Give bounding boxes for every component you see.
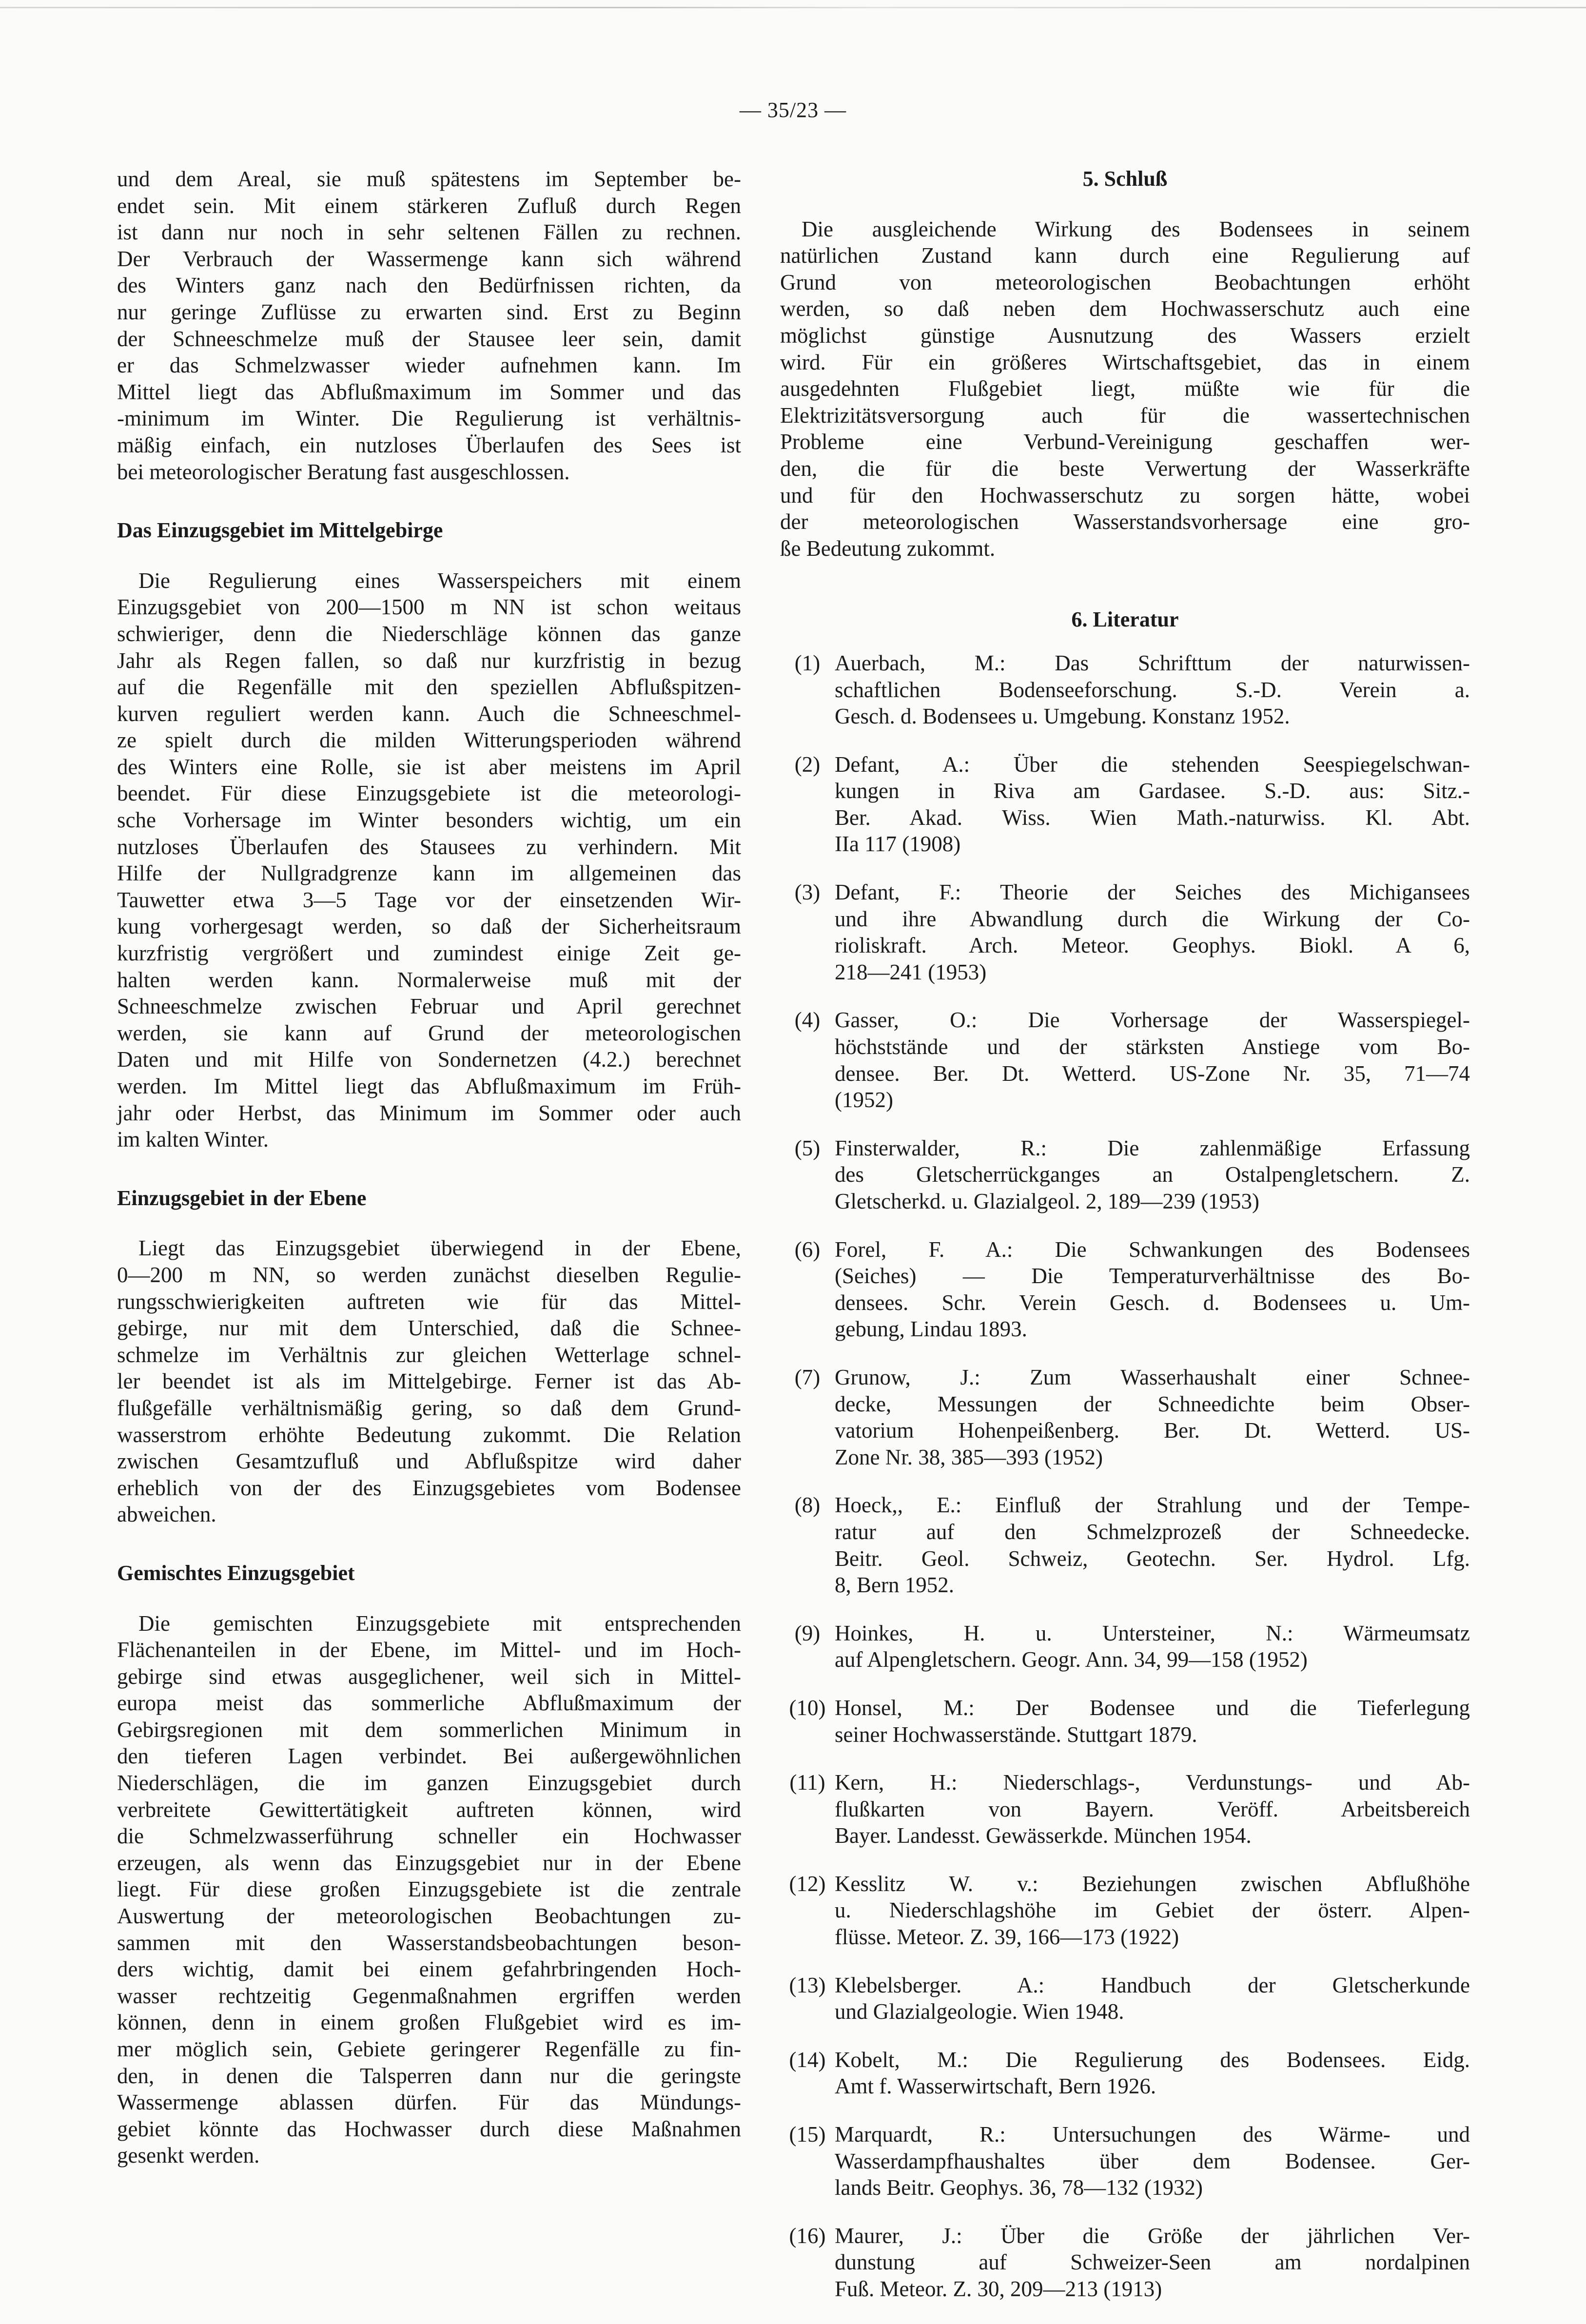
text-line: die Schmelzwasserführung schneller ein Hochwasser xyxy=(117,1824,741,1849)
text-line: Finsterwalder, R.: Die zahlenmäßige Erfassung xyxy=(835,1135,1470,1160)
text-line: flüsse. Meteor. Z. 39, 166—173 (1922) xyxy=(835,1925,1179,1950)
section-paragraph xyxy=(117,1610,741,2169)
text-line: auf die Regenfälle mit den speziellen Abflußspitzen- xyxy=(117,675,741,700)
reference-text xyxy=(835,650,1470,730)
text-line: ze spielt durch die milden Witterungsperioden während xyxy=(117,728,741,753)
text-line: Elektrizitätsversorgung auch für die wassertechnischen xyxy=(780,403,1470,428)
reference-item xyxy=(780,1871,1470,1951)
conclusion-heading: 5. Schluß xyxy=(1082,167,1168,191)
text-line: mer möglich sein, Gebiete geringerer Regenfälle zu fin- xyxy=(117,2037,741,2061)
reference-text xyxy=(835,1364,1470,1470)
text-line: ausgedehnten Flußgebiet liegt, müßte wie für die xyxy=(780,376,1470,401)
reference-number: (6) xyxy=(794,1237,821,1262)
text-line: seiner Hochwasserstände. Stuttgart 1879. xyxy=(835,1722,1197,1747)
text-line: 8, Bern 1952. xyxy=(835,1573,954,1598)
reference-list xyxy=(780,650,1470,2303)
text-line: wasser rechtzeitig Gegenmaßnahmen ergriffen werden xyxy=(117,1983,741,2008)
reference-item xyxy=(780,650,1470,730)
text-line: des Gletscherrückganges an Ostalpengletschern. Z. xyxy=(835,1162,1470,1187)
text-line: zwischen Gesamtzufluß und Abflußspitze wird daher xyxy=(117,1449,741,1474)
text-line: Gesch. d. Bodensees u. Umgebung. Konstanz 1952. xyxy=(835,704,1290,729)
reference-item xyxy=(780,1007,1470,1113)
text-line: Zone Nr. 38, 385—393 (1952) xyxy=(835,1445,1103,1469)
reference-number: (3) xyxy=(794,880,821,905)
text-line: und Glazialgeologie. Wien 1948. xyxy=(835,1999,1124,2024)
text-line: der meteorologischen Wasserstandsvorhersage eine gro- xyxy=(780,509,1470,534)
text-line: können, denn in einem großen Flußgebiet wird es im- xyxy=(117,2010,741,2035)
text-line: Honsel, M.: Der Bodensee und die Tieferlegung xyxy=(835,1695,1470,1720)
text-line: (Seiches) — Die Temperaturverhältnisse des Bo- xyxy=(835,1264,1470,1289)
text-line: Ber. Akad. Wiss. Wien Math.-naturwiss. Kl. Abt. xyxy=(835,805,1470,830)
reference-item xyxy=(780,2121,1470,2201)
text-line: nur geringe Zuflüsse zu erwarten sind. Erst zu Beginn xyxy=(117,299,741,324)
text-line: werden, so daß neben dem Hochwasserschutz auch eine xyxy=(780,296,1470,321)
text-line: lands Beitr. Geophys. 36, 78—132 (1932) xyxy=(835,2175,1203,2200)
reference-item xyxy=(780,879,1470,985)
reference-number: (1) xyxy=(794,650,821,675)
right-column xyxy=(780,166,1470,2324)
text-line: Fuß. Meteor. Z. 30, 209—213 (1913) xyxy=(835,2277,1162,2301)
text-line: werden. Im Mittel liegt das Abflußmaximum im Früh- xyxy=(117,1074,741,1098)
text-line: ders wichtig, damit bei einem gefahrbringenden Hoch- xyxy=(117,1957,741,1982)
reference-text xyxy=(835,1871,1470,1951)
text-line: gebiet könnte das Hochwasser durch diese Maßnahmen xyxy=(117,2116,741,2141)
text-line: flußkarten von Bayern. Veröff. Arbeitsbereich xyxy=(835,1797,1470,1821)
reference-number: (2) xyxy=(794,752,821,777)
text-line: jahr oder Herbst, das Minimum im Sommer oder auch xyxy=(117,1100,741,1125)
reference-item xyxy=(780,1364,1470,1470)
text-line: Einzugsgebiet von 200—1500 m NN ist schon weitaus xyxy=(117,595,741,620)
text-line: flußgefälle verhältnismäßig gering, so daß dem Grund- xyxy=(117,1395,741,1420)
text-line: Niederschlägen, die im ganzen Einzugsgebiet durch xyxy=(117,1771,741,1796)
text-line: ler beendet ist als im Mittelgebirge. Ferner ist das Ab- xyxy=(117,1369,741,1394)
text-line: gebirge sind etwas ausgeglichener, weil sich in Mittel- xyxy=(117,1664,741,1689)
reference-text xyxy=(835,2223,1470,2303)
text-line: wird. Für ein größeres Wirtschaftsgebiet, das in einem xyxy=(780,350,1470,374)
text-line: kung vorhergesagt werden, so daß der Sicherheitsraum xyxy=(117,914,741,939)
text-line: 0—200 m NN, so werden zunächst dieselben Regulie- xyxy=(117,1262,741,1287)
text-line: Liegt das Einzugsgebiet überwiegend in der Ebene, xyxy=(138,1236,741,1261)
text-line: bei meteorologischer Beratung fast ausgeschlossen. xyxy=(117,459,570,484)
reference-text xyxy=(835,1236,1470,1343)
left-sections xyxy=(117,517,741,2169)
reference-text xyxy=(835,1492,1470,1598)
text-line: höchststände und der stärksten Anstiege vom Bo- xyxy=(835,1035,1470,1059)
text-line: verbreitete Gewittertätigkeit auftreten können, wird xyxy=(117,1797,741,1822)
reference-number: (15) xyxy=(789,2122,826,2147)
text-line: und dem Areal, sie muß spätestens im September be- xyxy=(117,167,741,191)
text-line: abweichen. xyxy=(117,1502,216,1527)
text-line: densees. Schr. Verein Gesch. d. Bodensees u. Um- xyxy=(835,1290,1470,1315)
text-line: Wasserdampfhaushaltes über dem Bodensee. Ger- xyxy=(835,2148,1470,2173)
text-line: Die ausgleichende Wirkung des Bodensees in seinem xyxy=(802,216,1470,241)
section-heading: Das Einzugsgebiet im Mittelgebirge xyxy=(117,518,443,543)
text-line: Wassermenge ablassen dürfen. Für das Mündungs- xyxy=(117,2090,741,2115)
reference-text xyxy=(835,2047,1470,2100)
text-line: werden, sie kann auf Grund der meteorologischen xyxy=(117,1020,741,1045)
text-line: europa meist das sommerliche Abflußmaximum der xyxy=(117,1691,741,1716)
text-line: halten werden kann. Normalerweise muß mit der xyxy=(117,967,741,992)
text-line: Jahr als Regen fallen, so daß nur kurzfristig in bezug xyxy=(117,648,741,673)
text-line: vatorium Hohenpeißenberg. Ber. Dt. Wetterd. US- xyxy=(835,1418,1470,1443)
text-line: Forel, F. A.: Die Schwankungen des Bodensees xyxy=(835,1237,1470,1262)
reference-number: (5) xyxy=(794,1135,821,1160)
text-line: Gletscherkd. u. Glazialgeol. 2, 189—239 (1953) xyxy=(835,1189,1260,1213)
page-number: — 35/23 — xyxy=(739,98,847,122)
text-line: Defant, F.: Theorie der Seiches des Michigansees xyxy=(835,880,1470,905)
text-line: dunstung auf Schweizer-Seen am nordalpinen xyxy=(835,2250,1470,2275)
text-line: kungen in Riva am Gardasee. S.-D. aus: Sitz.- xyxy=(835,779,1470,803)
text-line: Auerbach, M.: Das Schrifttum der naturwissen- xyxy=(835,650,1470,675)
text-line: gesenkt werden. xyxy=(117,2143,260,2168)
text-line: Kern, H.: Niederschlags-, Verdunstungs- und Ab- xyxy=(835,1770,1470,1795)
text-line: densee. Ber. Dt. Wetterd. US-Zone Nr. 35, 71—74 xyxy=(835,1061,1470,1086)
text-line: den tieferen Lagen verbindet. Bei außergewöhnlichen xyxy=(117,1744,741,1769)
reference-number: (7) xyxy=(794,1365,821,1389)
text-line: kurven reguliert werden kann. Auch die Schneeschmel- xyxy=(117,701,741,726)
text-line: Grund von meteorologischen Beobachtungen erhöht xyxy=(780,270,1470,294)
reference-item xyxy=(780,1695,1470,1748)
text-line: 218—241 (1953) xyxy=(835,959,987,984)
text-line: und ihre Abwandlung durch die Wirkung der Co- xyxy=(835,906,1470,931)
text-line: erzeugen, als wenn das Einzugsgebiet nur in der Ebene xyxy=(117,1850,741,1875)
text-line: Flächenanteilen in der Ebene, im Mittel- und im Hoch- xyxy=(117,1638,741,1662)
text-line: ist dann nur noch in sehr seltenen Fällen zu rechnen. xyxy=(117,220,741,245)
text-line: schmelze im Verhältnis zur gleichen Wetterlage schnel- xyxy=(117,1342,741,1367)
reference-text xyxy=(835,1135,1470,1215)
text-line: den, in denen die Talsperren dann nur die geringste xyxy=(117,2063,741,2088)
reference-text xyxy=(835,2121,1470,2201)
text-line: rioliskraft. Arch. Meteor. Geophys. Biokl. A 6, xyxy=(835,933,1470,958)
text-line: Tauwetter etwa 3—5 Tage vor der einsetzenden Wir- xyxy=(117,887,741,912)
reference-item xyxy=(780,1769,1470,1849)
text-line: endet sein. Mit einem stärkeren Zufluß durch Regen xyxy=(117,193,741,218)
reference-text xyxy=(835,1007,1470,1113)
text-line: -minimum im Winter. Die Regulierung ist verhältnis- xyxy=(117,406,741,431)
left-column xyxy=(117,166,741,2169)
text-line: Defant, A.: Über die stehenden Seespiegelschwan- xyxy=(835,752,1470,777)
reference-item xyxy=(780,1135,1470,1215)
reference-text xyxy=(835,1972,1470,2025)
text-line: mäßig einfach, ein nutzloses Überlaufen des Sees ist xyxy=(117,432,741,457)
text-line: Kobelt, M.: Die Regulierung des Bodensees. Eidg. xyxy=(835,2047,1470,2072)
text-line: er das Schmelzwasser wieder aufnehmen kann. Im xyxy=(117,353,741,378)
scan-edge-line xyxy=(0,7,1586,8)
text-line: Probleme eine Verbund-Vereinigung geschaffen wer- xyxy=(780,430,1470,454)
text-line: Marquardt, R.: Untersuchungen des Wärme- und xyxy=(835,2122,1470,2147)
text-line: den, die für die beste Verwertung der Wasserkräfte xyxy=(780,456,1470,481)
text-line: rungsschwierigkeiten auftreten wie für das Mittel- xyxy=(117,1289,741,1314)
text-line: Hilfe der Nullgradgrenze kann im allgemeinen das xyxy=(117,861,741,886)
text-line: Gasser, O.: Die Vorhersage der Wasserspiegel- xyxy=(835,1008,1470,1033)
text-line: des Winters eine Rolle, sie ist aber meistens im April xyxy=(117,754,741,779)
text-line: u. Niederschlagshöhe im Gebiet der österr. Alpen- xyxy=(835,1898,1470,1923)
text-line: Kesslitz W. v.: Beziehungen zwischen Abflußhöhe xyxy=(835,1871,1470,1896)
conclusion-paragraph xyxy=(780,216,1470,562)
text-line: und für den Hochwasserschutz zu sorgen hätte, wobei xyxy=(780,483,1470,508)
text-line: auf Alpengletschern. Geogr. Ann. 34, 99—158 (1952) xyxy=(835,1647,1308,1672)
reference-item xyxy=(780,2223,1470,2303)
reference-number: (16) xyxy=(789,2223,826,2248)
reference-text xyxy=(835,1769,1470,1849)
text-line: liegt. Für diese großen Einzugsgebiete ist die zentrale xyxy=(117,1877,741,1902)
section-heading: Einzugsgebiet in der Ebene xyxy=(117,1186,367,1210)
reference-item xyxy=(780,1492,1470,1598)
text-line: Maurer, J.: Über die Größe der jährlichen Ver- xyxy=(835,2223,1470,2248)
text-line: erheblich von der des Einzugsgebietes vom Bodensee xyxy=(117,1475,741,1500)
text-line: gebirge, nur mit dem Unterschied, daß die Schnee- xyxy=(117,1316,741,1341)
text-line: Klebelsberger. A.: Handbuch der Gletscherkunde xyxy=(835,1972,1470,1997)
text-line: kurzfristig vergrößert und zumindest einige Zeit ge- xyxy=(117,941,741,966)
text-line: Beitr. Geol. Schweiz, Geotechn. Ser. Hydrol. Lfg. xyxy=(835,1546,1470,1571)
reference-text xyxy=(835,1695,1470,1748)
reference-number: (9) xyxy=(794,1621,821,1645)
text-line: im kalten Winter. xyxy=(117,1127,269,1152)
text-line: natürlichen Zustand kann durch eine Regulierung auf xyxy=(780,243,1470,268)
text-line: Daten und mit Hilfe von Sondernetzen (4.2.) berechnet xyxy=(117,1047,741,1072)
section-heading: Gemischtes Einzugsgebiet xyxy=(117,1561,355,1585)
text-line: wasserstrom erhöhte Bedeutung zukommt. Die Relation xyxy=(117,1422,741,1447)
text-line: Hoeck,, E.: Einfluß der Strahlung und der Tempe- xyxy=(835,1493,1470,1518)
intro-paragraph xyxy=(117,166,741,485)
text-line: ratur auf den Schmelzprozeß der Schneedecke. xyxy=(835,1519,1470,1544)
reference-item xyxy=(780,751,1470,858)
text-line: Die Regulierung eines Wasserspeichers mit einem xyxy=(138,568,741,593)
text-line: Grunow, J.: Zum Wasserhaushalt einer Schnee- xyxy=(835,1365,1470,1389)
section-paragraph xyxy=(117,1235,741,1528)
text-line: (1952) xyxy=(835,1088,893,1113)
text-line: Auswertung der meteorologischen Beobachtungen zu- xyxy=(117,1904,741,1929)
reference-number: (4) xyxy=(794,1008,821,1033)
reference-text xyxy=(835,879,1470,985)
reference-item xyxy=(780,1972,1470,2025)
text-line: nutzloses Überlaufen des Stausees zu verhindern. Mit xyxy=(117,834,741,859)
reference-number: (10) xyxy=(789,1695,826,1720)
text-line: schwieriger, denn die Niederschläge können das ganze xyxy=(117,621,741,646)
reference-item xyxy=(780,1620,1470,1673)
text-line: Schneeschmelze zwischen Februar und April gerechnet xyxy=(117,994,741,1019)
text-line: Hoinkes, H. u. Untersteiner, N.: Wärmeumsatz xyxy=(835,1621,1470,1645)
section-paragraph xyxy=(117,567,741,1153)
text-line: Mittel liegt das Abflußmaximum im Sommer und das xyxy=(117,379,741,404)
reference-item xyxy=(780,2047,1470,2100)
text-line: schaftlichen Bodenseeforschung. S.-D. Verein a. xyxy=(835,677,1470,702)
text-line: gebung, Lindau 1893. xyxy=(835,1317,1027,1342)
reference-number: (8) xyxy=(794,1493,821,1518)
text-line: Amt f. Wasserwirtschaft, Bern 1926. xyxy=(835,2074,1156,2099)
text-line: Gebirgsregionen mit dem sommerlichen Minimum in xyxy=(117,1717,741,1742)
text-line: ße Bedeutung zukommt. xyxy=(780,536,996,561)
literature-heading: 6. Literatur xyxy=(1071,607,1179,632)
text-line: decke, Messungen der Schneedichte beim Obser- xyxy=(835,1391,1470,1416)
text-line: sche Vorhersage im Winter besonders wichtig, um ein xyxy=(117,808,741,833)
text-line: der Schneeschmelze muß der Stausee leer sein, damit xyxy=(117,326,741,351)
text-line: Bayer. Landesst. Gewässerkde. München 1954. xyxy=(835,1823,1252,1848)
text-line: beendet. Für diese Einzugsgebiete ist die meteorologi- xyxy=(117,781,741,806)
reference-number: (14) xyxy=(789,2047,826,2072)
reference-item xyxy=(780,1236,1470,1343)
reference-number: (11) xyxy=(789,1770,825,1795)
reference-text xyxy=(835,1620,1470,1673)
reference-number: (13) xyxy=(789,1972,826,1997)
reference-text xyxy=(835,751,1470,858)
reference-number: (12) xyxy=(789,1871,826,1896)
text-line: IIa 117 (1908) xyxy=(835,832,961,857)
text-line: Die gemischten Einzugsgebiete mit entsprechenden xyxy=(138,1611,741,1636)
text-line: sammen mit den Wasserstandsbeobachtungen beson- xyxy=(117,1930,741,1955)
text-line: Der Verbrauch der Wassermenge kann sich während xyxy=(117,246,741,271)
text-line: des Winters ganz nach den Bedürfnissen richten, da xyxy=(117,273,741,298)
text-line: möglichst günstige Ausnutzung des Wassers erzielt xyxy=(780,323,1470,348)
